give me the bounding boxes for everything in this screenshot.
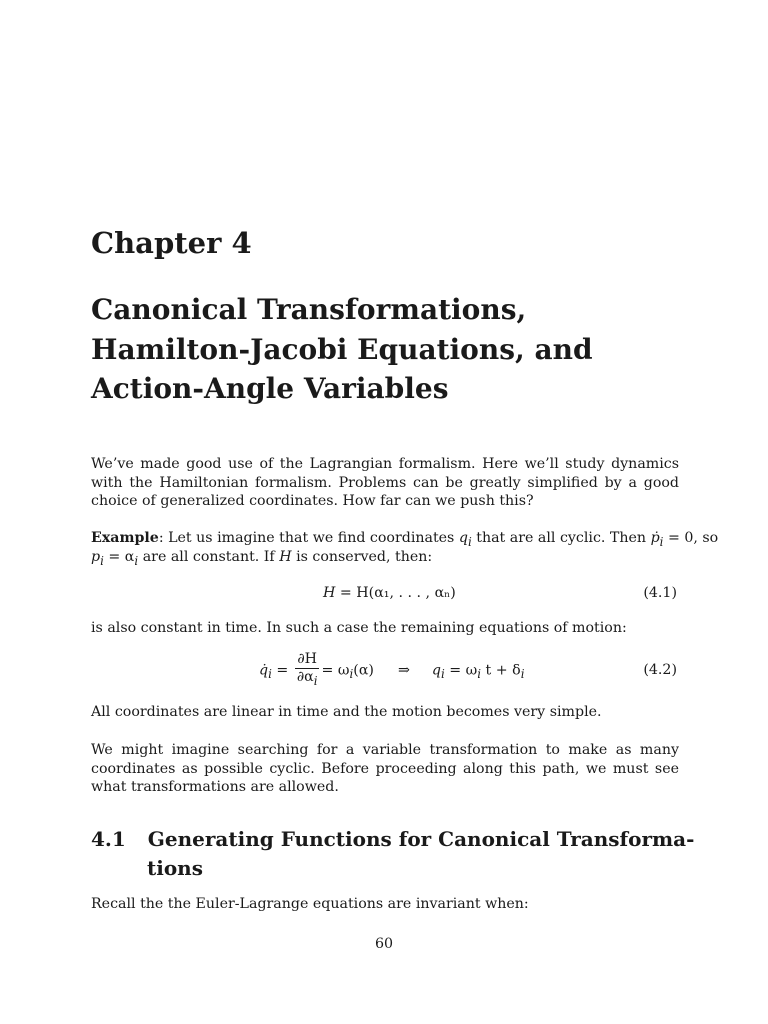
title-line-3: Action-Angle Variables <box>91 372 449 405</box>
example-line-1: Example: Let us imagine that we find coordinates $q_i$ that are all cyclic. Then ṗ$_i$ = 0, so <box>91 530 719 549</box>
after-equation-text: is also constant in time. In such a case the remaining equations of motion: <box>91 620 627 636</box>
partial-fraction: $\frac{\partial H}{\partial\alpha_i}$ <box>296 651 318 688</box>
section-number: 4.1 <box>91 827 126 851</box>
intro-paragraph: We’ve made good use of the Lagrangian formalism. Here we’ll study dynamics with the Hamiltonian formalism. Problems can be greatly simplified by a good choice of generalized coordinates. How far can we push this? <box>91 456 679 509</box>
section-heading-line-2: tions <box>147 856 203 880</box>
chapter-label: Chapter 4 <box>91 226 252 260</box>
recall-paragraph: Recall the the Euler-Lagrange equations are invariant when: <box>91 896 529 912</box>
equation-number-4-2: (4.2) <box>643 662 677 678</box>
example-label: Example <box>91 530 159 546</box>
implies-arrow: ⇒ <box>397 662 410 679</box>
page-number: 60 <box>374 936 394 952</box>
title-line-1: Canonical Transformations, <box>91 293 527 326</box>
equation-4-2: $q̇_i$ = $\frac{\partial H}{\partial\alpha_i}$ = $\omega_i(\alpha)$ ⇒ $q_i = \omega_i$ $t + \delta_i$ <box>259 651 525 688</box>
section-heading-line-1: 4.1 Generating Functions for Canonical Transforma- <box>91 827 695 851</box>
title-line-2: Hamilton-Jacobi Equations, and <box>91 333 593 366</box>
equation-number-4-1: (4.1) <box>643 585 677 601</box>
search-paragraph: We might imagine searching for a variable transformation to make as many coordinates as possible cyclic. Before proceeding along this path, we must see what transformations are allowed. <box>91 742 679 795</box>
linear-paragraph: All coordinates are linear in time and the motion becomes very simple. <box>91 704 602 720</box>
example-line-2: $p_i = \alpha_i$ are all constant. If H is conserved, then: <box>91 549 433 568</box>
equation-4-1: H = H(α₁, . . . , αₙ) <box>323 585 456 601</box>
